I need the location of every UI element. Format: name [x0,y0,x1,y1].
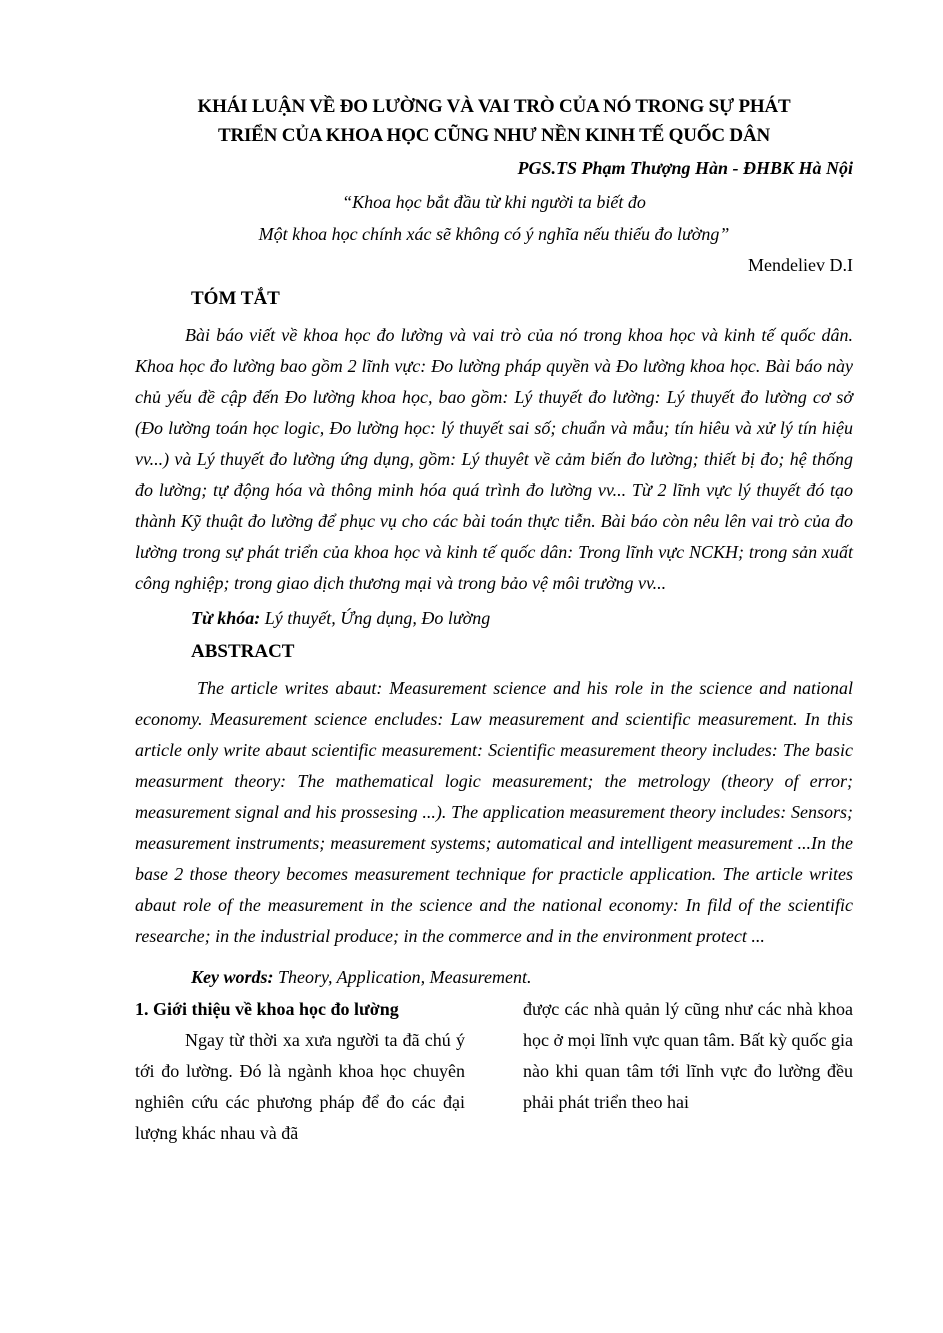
title-line-2: TRIỂN CỦA KHOA HỌC CŨNG NHƯ NỀN KINH TẾ QUỐC DÂN [217,125,770,146]
epigraph-line-1: “Khoa học bắt đầu từ khi người ta biết đo [342,192,646,212]
abstract-heading: ABSTRACT [191,641,295,662]
title-line-1: KHÁI LUẬN VỀ ĐO LƯỜNG VÀ VAI TRÒ CỦA NÓ TRONG SỰ PHÁT [197,96,791,117]
body-columns [135,994,853,1149]
paper-title [135,92,853,150]
summary-keywords [191,603,853,633]
left-column-text: Ngay từ thời xa xưa người ta đã chú ý tới đo lường. Đó là ngành khoa học chuyên nghiên cứu các phương pháp để đo các đại lượng khác nhau và đã [135,1030,465,1143]
abstract-body [135,673,853,952]
keywords-label: Từ khóa: [191,608,261,628]
keywords-list-en: Theory, Application, Measurement. [273,967,532,987]
left-column [135,994,465,1149]
epigraph [135,186,853,250]
keywords-list: Lý thuyết, Ứng dụng, Đo lường [260,608,491,628]
left-column-paragraph [135,1025,465,1149]
epigraph-attribution: Mendeliev D.I [748,255,853,275]
paper-page [135,92,853,1149]
summary-body [135,320,853,599]
epigraph-line-2: Một khoa học chính xác sẽ không có ý nghĩa nếu thiếu đo lường” [258,224,730,244]
right-column-text: được các nhà quản lý cũng như các nhà khoa học ở mọi lĩnh vực quan tâm. Bất kỳ quốc gia nào khi quan tâm tới lĩnh vực đo lường đều phải phát triển theo hai [523,999,853,1112]
keywords-label-en: Key words: [191,967,274,987]
abstract-text: The article writes abaut: Measurement science and his role in the science and national economy. Measurement science encludes: Law measurement and scientific measurement. In this article only write abaut scientific measurement: Scientific measurement theory includes: The basic measurment theory: The mathematical logic measurement; the metrology (theory of error; measurement signal and his prossesing ...). The application measurement theory includes: Sensors; measurement instruments; measurement systems; automatical and intelligent measurement ...In the base 2 those theory becomes measurement technique for practicle application. The article writes abaut role of the measurement in the science and the national economy: In fild of the scientific researche; in the industrial produce; in the commerce and in the environment protect ... [135,678,853,946]
summary-heading: TÓM TẮT [191,288,280,309]
author-line: PGS.TS Phạm Thượng Hàn - ĐHBK Hà Nội [517,158,853,178]
abstract-keywords [191,962,853,992]
right-column [523,994,853,1149]
section-1-heading: 1. Giới thiệu về khoa học đo lường [135,999,399,1019]
summary-text: Bài báo viết về khoa học đo lường và vai trò của nó trong khoa học và kinh tế quốc dân. Khoa học đo lường bao gồm 2 lĩnh vực: Đo lường pháp quyền và Đo lường khoa học. Bài báo này chủ yếu đề cập đến Đo lường khoa học, bao gồm: Lý thuyết đo lường: Lý thuyết đo lường cơ sở (Đo lường toán học logic, Đo lường học: lý thuyết sai số; chuẩn và mẫu; tín hiêu và xử lý tín hiệu vv...) và Lý thuyết đo lường ứng dụng, gồm: Lý thuyêt về cảm biến đo lường; thiết bị đo; hệ thống đo lường; tự động hóa và thông minh hóa quá trình đo lường vv... Từ 2 lĩnh vực lý thuyết đó tạo thành Kỹ thuật đo lường để phục vụ cho các bài toán thực tiễn. Bài báo còn nêu lên vai trò của đo lường trong sự phát triển của khoa học và kinh tế quốc dân: Trong lĩnh vực NCKH; trong sản xuất công nghiệp; trong giao dịch thương mại và trong bảo vệ môi trường vv... [135,325,853,593]
